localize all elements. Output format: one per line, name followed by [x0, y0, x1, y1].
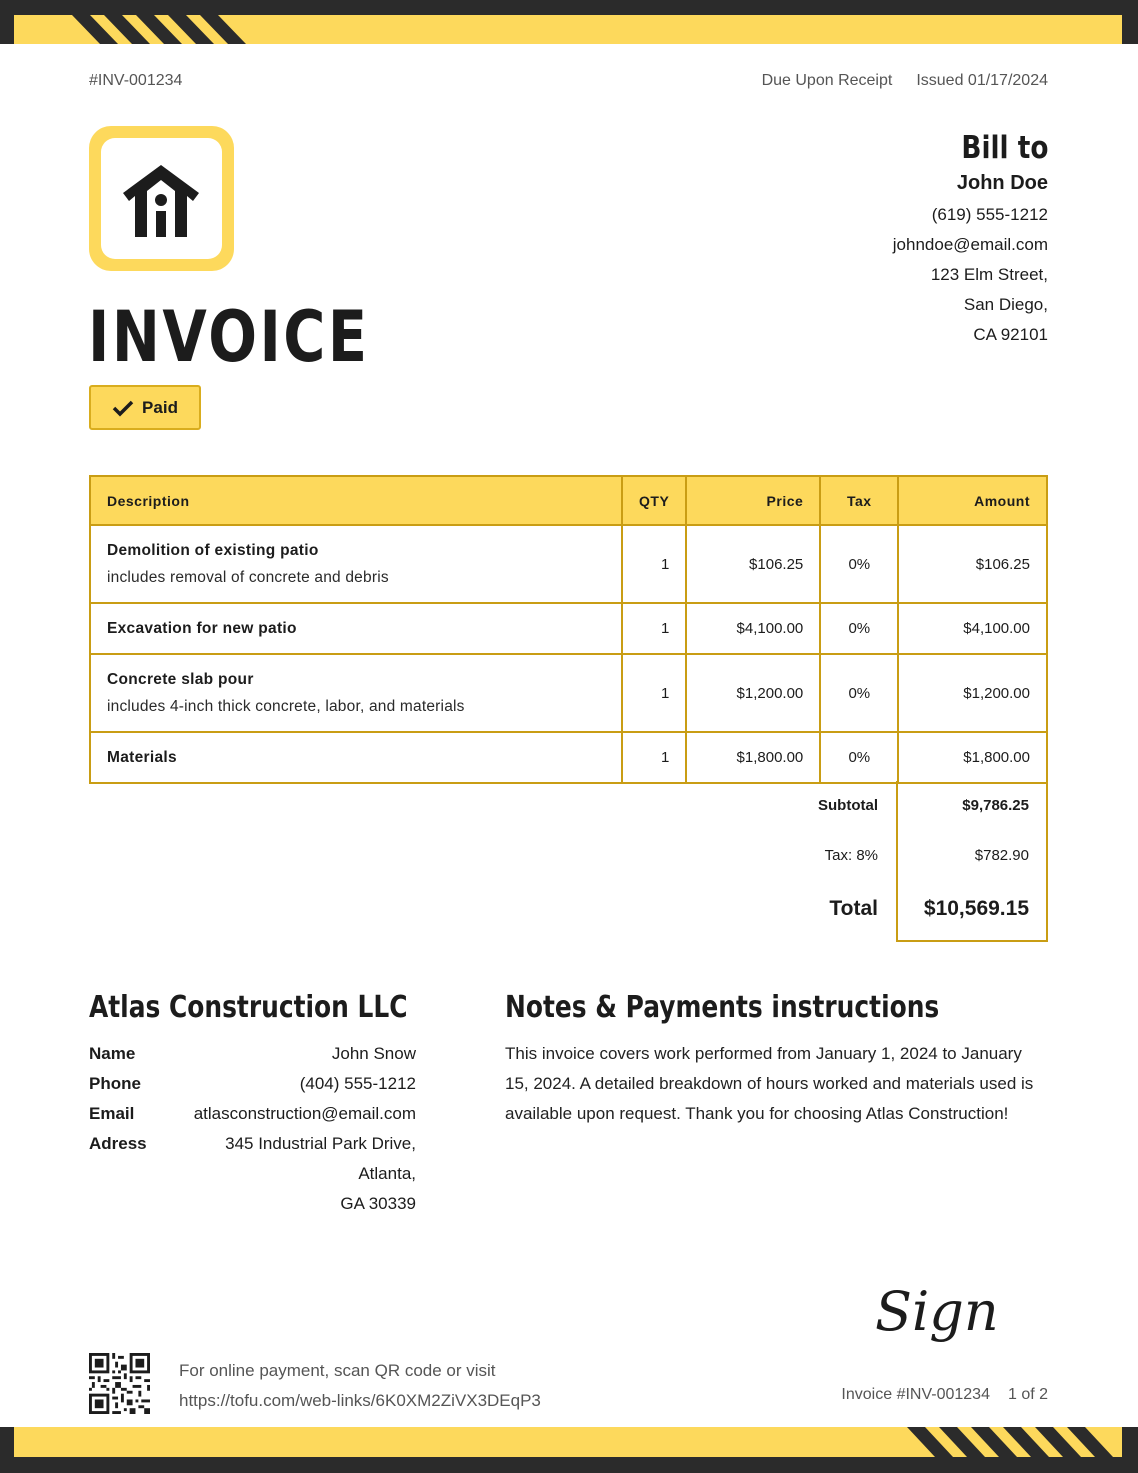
table-row [90, 525, 1047, 603]
bill-to-email: johndoe@email.com [892, 235, 1048, 254]
column-header-amount: Amount [898, 476, 1047, 525]
table-row [90, 732, 1047, 783]
row-qty: 1 [622, 603, 686, 654]
check-icon [112, 399, 134, 417]
row-qty: 1 [622, 654, 686, 732]
bottom-decorative-bar [0, 1427, 1138, 1473]
field-key: Email [89, 1104, 135, 1123]
row-price: $4,100.00 [686, 603, 820, 654]
paid-status-badge [89, 385, 201, 430]
item-subtitle: includes 4-inch thick concrete, labor, and materials [107, 697, 465, 715]
footer-meta [841, 1386, 1048, 1404]
row-qty: 1 [622, 525, 686, 603]
row-price: $1,800.00 [686, 732, 820, 783]
footer-invoice-ref: Invoice #INV-001234 [841, 1386, 990, 1403]
payment-terms: Due Upon Receipt [761, 72, 893, 89]
row-amount: $4,100.00 [898, 603, 1047, 654]
field-key: Adress [89, 1134, 147, 1153]
invoice-number: #INV-001234 [89, 72, 183, 89]
row-tax: 0% [820, 732, 898, 783]
bill-to-address-line: 123 Elm Street, [930, 265, 1048, 284]
notes-body: This invoice covers work performed from January 1, 2024 to January 15, 2024. A detailed breakdown of hours worked and materials used is available upon request. Thank you for choosing Atlas Construction! [505, 1044, 1034, 1123]
column-header-description: Description [90, 476, 622, 525]
field-value: (404) 555-1212 [299, 1074, 416, 1093]
page-number: 1 of 2 [1007, 1386, 1048, 1403]
item-title: Materials [107, 748, 177, 766]
house-logo-icon [121, 159, 201, 239]
company-address-line [89, 1189, 416, 1219]
row-description [90, 654, 622, 732]
company-field [89, 1099, 416, 1129]
company-field [89, 1069, 416, 1099]
bottom-hazard-stripes [895, 1427, 1125, 1457]
row-price: $1,200.00 [686, 654, 820, 732]
subtotal-value: $9,786.25 [962, 797, 1029, 814]
payment-link[interactable]: https://tofu.com/web-links/6K0XM2ZiVX3DEqP3 [179, 1391, 541, 1410]
online-payment-info [179, 1356, 541, 1416]
qr-code-icon[interactable] [89, 1353, 150, 1414]
row-price: $106.25 [686, 525, 820, 603]
field-value: Atlanta, [358, 1164, 416, 1183]
line-items-table [89, 475, 1048, 784]
subtotal-label: Subtotal [818, 797, 878, 814]
notes-heading: Notes & Payments instructions [505, 990, 940, 1025]
row-amount: $1,200.00 [898, 654, 1047, 732]
payment-instruction: For online payment, scan QR code or visit [179, 1361, 496, 1380]
row-tax: 0% [820, 603, 898, 654]
row-amount: $106.25 [898, 525, 1047, 603]
table-row [90, 654, 1047, 732]
bill-to-address-line: CA 92101 [973, 325, 1048, 344]
column-header-qty: QTY [622, 476, 686, 525]
company-field [89, 1129, 416, 1159]
company-section [89, 990, 416, 1219]
field-value: 345 Industrial Park Drive, [225, 1134, 416, 1153]
column-header-price: Price [686, 476, 820, 525]
issue-date: Issued 01/17/2024 [916, 72, 1048, 89]
company-name: Atlas Construction LLC [89, 990, 408, 1025]
signature: Sign [875, 1280, 999, 1343]
company-address-line [89, 1159, 416, 1189]
row-description [90, 603, 622, 654]
tax-value: $782.90 [974, 847, 1029, 864]
row-tax: 0% [820, 525, 898, 603]
row-tax: 0% [820, 654, 898, 732]
total-value: $10,569.15 [923, 897, 1029, 920]
column-header-tax: Tax [820, 476, 898, 525]
page-title: INVOICE [88, 296, 370, 378]
item-title: Excavation for new patio [107, 619, 297, 637]
row-qty: 1 [622, 732, 686, 783]
bill-to-phone: (619) 555-1212 [931, 205, 1048, 224]
table-row [90, 603, 1047, 654]
notes-section [505, 990, 1050, 1129]
field-key: Name [89, 1044, 136, 1063]
bill-to-section [893, 130, 1048, 350]
field-key: Phone [89, 1074, 141, 1093]
item-subtitle: includes removal of concrete and debris [107, 568, 389, 586]
tax-label: Tax: 8% [824, 847, 878, 864]
bill-to-heading: Bill to [960, 130, 1048, 166]
row-description [90, 732, 622, 783]
row-description [90, 525, 622, 603]
item-title: Demolition of existing patio [107, 541, 319, 559]
field-value: GA 30339 [340, 1194, 416, 1213]
field-value: John Snow [331, 1044, 416, 1063]
top-decorative-bar [0, 0, 1138, 44]
company-field [89, 1039, 416, 1069]
field-value: atlasconstruction@email.com [193, 1104, 416, 1123]
company-logo [89, 126, 234, 271]
table-header-row [90, 476, 1047, 525]
status-label: Paid [142, 397, 178, 417]
bill-to-name: John Doe [956, 172, 1048, 194]
total-label: Total [829, 897, 878, 920]
invoice-meta [762, 72, 1048, 90]
top-hazard-stripes [60, 15, 320, 59]
row-amount: $1,800.00 [898, 732, 1047, 783]
bill-to-address-line: San Diego, [963, 295, 1048, 314]
item-title: Concrete slab pour [107, 670, 254, 688]
